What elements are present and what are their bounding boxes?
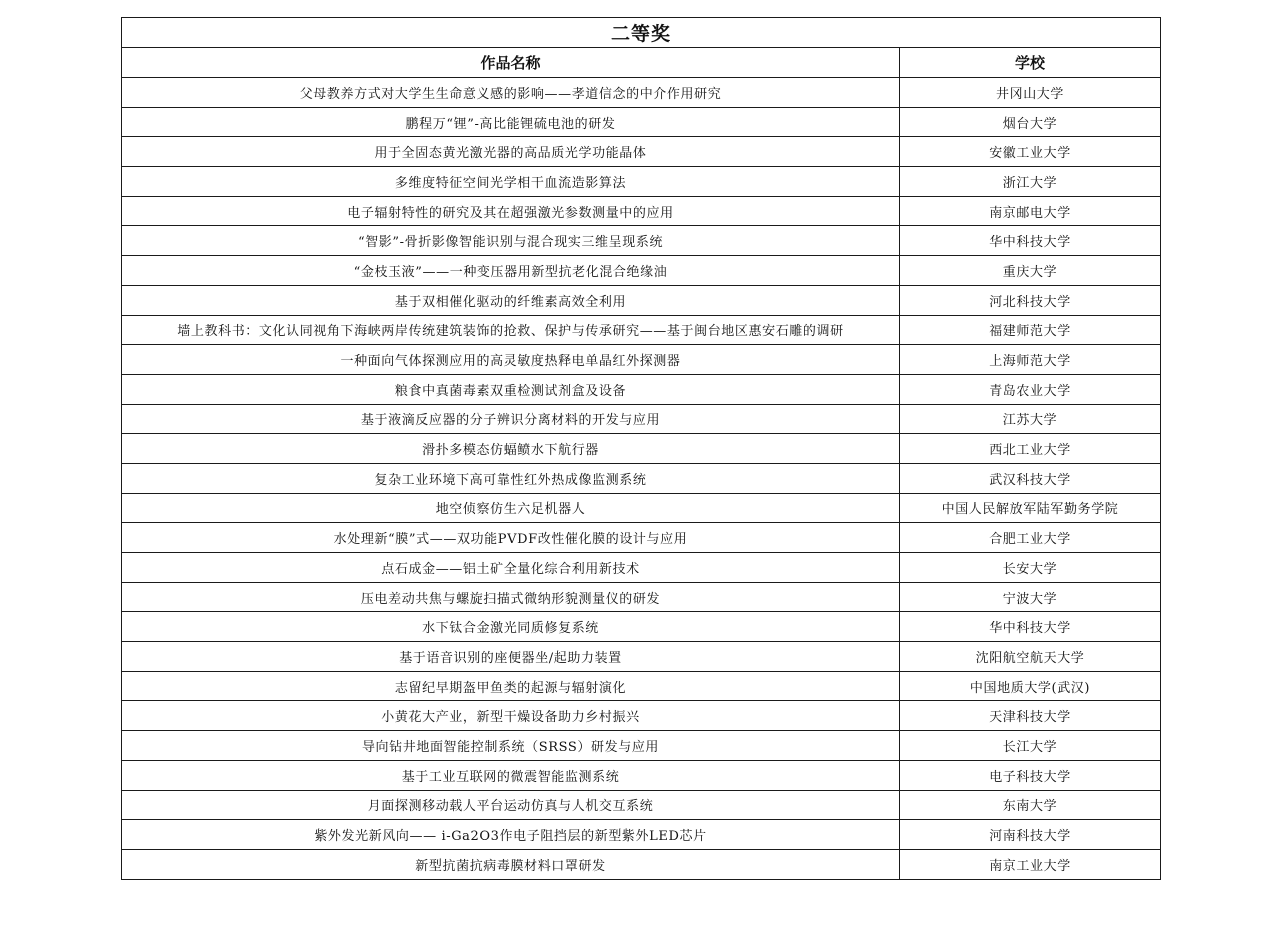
school-cell: 西北工业大学 [900,434,1161,464]
school-cell: 长江大学 [900,731,1161,761]
school-cell: 福建师范大学 [900,315,1161,345]
table-row [122,256,1161,286]
school-cell: 沈阳航空航天大学 [900,642,1161,672]
school-cell: 宁波大学 [900,582,1161,612]
project-name-cell: 紫外发光新风向—— i-Ga2O3作电子阻挡层的新型紫外LED芯片 [122,820,900,850]
school-cell: 上海师范大学 [900,345,1161,375]
title-row [122,18,1161,48]
project-name-cell: “金枝玉液”——一种变压器用新型抗老化混合绝缘油 [122,256,900,286]
school-cell: 河北科技大学 [900,285,1161,315]
school-cell: 合肥工业大学 [900,523,1161,553]
project-name-cell: 电子辐射特性的研究及其在超强激光参数测量中的应用 [122,196,900,226]
project-name-cell: 粮食中真菌毒素双重检测试剂盒及设备 [122,374,900,404]
header-name: 作品名称 [122,48,900,78]
school-cell: 华中科技大学 [900,226,1161,256]
table-row [122,315,1161,345]
school-cell: 东南大学 [900,790,1161,820]
table-row [122,731,1161,761]
table-row [122,790,1161,820]
project-name-cell: 压电差动共焦与螺旋扫描式微纳形貌测量仪的研发 [122,582,900,612]
project-name-cell: 鹏程万“锂”-高比能锂硫电池的研发 [122,107,900,137]
project-name-cell: 小黄花大产业，新型干燥设备助力乡村振兴 [122,701,900,731]
table-row [122,701,1161,731]
table-title: 二等奖 [122,18,1161,48]
table-body [122,78,1161,880]
project-name-cell: 基于工业互联网的微震智能监测系统 [122,760,900,790]
table-row [122,285,1161,315]
project-name-cell: 水下钛合金激光同质修复系统 [122,612,900,642]
project-name-cell: 地空侦察仿生六足机器人 [122,493,900,523]
project-name-cell: 用于全固态黄光激光器的高品质光学功能晶体 [122,137,900,167]
table-row [122,78,1161,108]
school-cell: 南京工业大学 [900,849,1161,879]
table-row [122,434,1161,464]
project-name-cell: 一种面向气体探测应用的高灵敏度热释电单晶红外探测器 [122,345,900,375]
school-cell: 天津科技大学 [900,701,1161,731]
table-row [122,167,1161,197]
project-name-cell: 复杂工业环境下高可靠性红外热成像监测系统 [122,463,900,493]
project-name-cell: 志留纪早期盔甲鱼类的起源与辐射演化 [122,671,900,701]
school-cell: 安徽工业大学 [900,137,1161,167]
project-name-cell: 父母教养方式对大学生生命意义感的影响——孝道信念的中介作用研究 [122,78,900,108]
table-row [122,107,1161,137]
school-cell: 重庆大学 [900,256,1161,286]
project-name-cell: 基于双相催化驱动的纤维素高效全利用 [122,285,900,315]
table-row [122,553,1161,583]
table-row [122,760,1161,790]
school-cell: 长安大学 [900,553,1161,583]
table-row [122,226,1161,256]
table-row [122,612,1161,642]
table-row [122,820,1161,850]
header-row [122,48,1161,78]
project-name-cell: 多维度特征空间光学相干血流造影算法 [122,167,900,197]
school-cell: 中国人民解放军陆军勤务学院 [900,493,1161,523]
table-row [122,345,1161,375]
project-name-cell: 导向钻井地面智能控制系统（SRSS）研发与应用 [122,731,900,761]
project-name-cell: 点石成金——铝土矿全量化综合利用新技术 [122,553,900,583]
header-school: 学校 [900,48,1161,78]
school-cell: 青岛农业大学 [900,374,1161,404]
project-name-cell: 新型抗菌抗病毒膜材料口罩研发 [122,849,900,879]
school-cell: 电子科技大学 [900,760,1161,790]
school-cell: 烟台大学 [900,107,1161,137]
table-row [122,463,1161,493]
project-name-cell: 墙上教科书：文化认同视角下海峡两岸传统建筑装饰的抢救、保护与传承研究——基于闽台地区惠安石雕的调研 [122,315,900,345]
table-row [122,137,1161,167]
table-row [122,582,1161,612]
school-cell: 武汉科技大学 [900,463,1161,493]
award-table [121,17,1161,880]
school-cell: 井冈山大学 [900,78,1161,108]
table-row [122,374,1161,404]
project-name-cell: “智影”-骨折影像智能识别与混合现实三维呈现系统 [122,226,900,256]
project-name-cell: 基于语音识别的座便器坐/起助力装置 [122,642,900,672]
table-row [122,642,1161,672]
project-name-cell: 水处理新“膜”式——双功能PVDF改性催化膜的设计与应用 [122,523,900,553]
school-cell: 华中科技大学 [900,612,1161,642]
school-cell: 南京邮电大学 [900,196,1161,226]
project-name-cell: 基于液滴反应器的分子辨识分离材料的开发与应用 [122,404,900,434]
school-cell: 江苏大学 [900,404,1161,434]
table-row [122,523,1161,553]
project-name-cell: 月面探测移动载人平台运动仿真与人机交互系统 [122,790,900,820]
table-row [122,196,1161,226]
table-row [122,671,1161,701]
project-name-cell: 滑扑多模态仿蝠鲼水下航行器 [122,434,900,464]
table-row [122,849,1161,879]
school-cell: 浙江大学 [900,167,1161,197]
table-row [122,493,1161,523]
school-cell: 河南科技大学 [900,820,1161,850]
table-row [122,404,1161,434]
school-cell: 中国地质大学(武汉) [900,671,1161,701]
